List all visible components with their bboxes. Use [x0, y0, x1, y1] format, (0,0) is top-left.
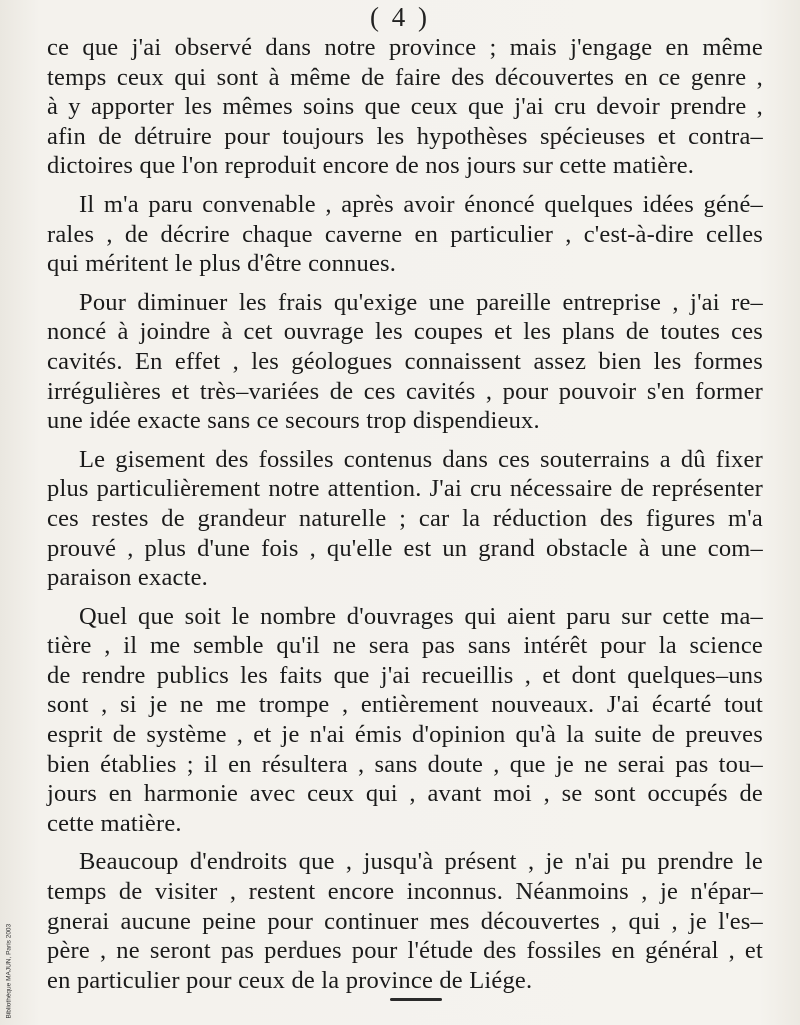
text-line: Pour diminuer les frais qu'exige une pareille entreprise , j'ai re– [79, 288, 763, 316]
library-stamp [2, 910, 12, 1020]
text-line: afin de détruire pour toujours les hypothèses spécieuses et contra– [47, 122, 763, 150]
text-line: à y apporter les mêmes soins que ceux que j'ai cru devoir prendre , [47, 93, 763, 121]
text-line: une idée exacte sans ce secours trop dispendieux. [47, 407, 540, 435]
text-line: temps de visiter , restent encore inconnus. Néanmoins , je n'épar– [47, 878, 763, 906]
paragraph [47, 288, 763, 436]
paragraph [47, 602, 763, 839]
text-line: bien établies ; il en résultera , sans doute , que je ne serai pas tou– [47, 750, 763, 778]
text-line: dictoires que l'on reproduit encore de nos jours sur cette matière. [47, 152, 695, 180]
text-line: Beaucoup d'endroits que , jusqu'à présent , je n'ai pu prendre le [79, 848, 763, 876]
text-line: noncé à joindre à cet ouvrage les coupes et les plans de toutes ces [47, 318, 763, 346]
text-line: Le gisement des fossiles contenus dans ces souterrains a dû fixer [79, 445, 763, 473]
page-number: ( 4 ) [370, 2, 430, 32]
library-stamp-text: Bibliothèque MAJUN, Paris 2003 [5, 923, 13, 1019]
text-line: père , ne seront pas perdues pour l'étude des fossiles en général , et [47, 937, 763, 965]
text-line: Quel que soit le nombre d'ouvrages qui aient paru sur cette ma– [79, 602, 763, 630]
text-line: de rendre publics les faits que j'ai recueillis , et dont quelques–uns [47, 661, 763, 689]
paragraph [47, 190, 763, 279]
paragraph [47, 847, 763, 995]
text-line: qui méritent le plus d'être connues. [47, 250, 397, 278]
text-line: esprit de système , et je n'ai émis d'opinion qu'à la suite de preuves [47, 721, 763, 749]
text-line: irrégulières et très–variées de ces cavités , pour pouvoir s'en former [47, 377, 763, 405]
text-line: plus particulièrement notre attention. J'ai cru nécessaire de représenter [47, 475, 763, 503]
text-line: ces restes de grandeur naturelle ; car la réduction des figures m'a [47, 504, 763, 532]
text-line: Il m'a paru convenable , après avoir énoncé quelques idées géné– [79, 190, 763, 218]
end-rule [390, 998, 442, 1001]
text-line: jours en harmonie avec ceux qui , avant moi , se sont occupés de [47, 780, 763, 808]
text-line: ce que j'ai observé dans notre province ; mais j'engage en même [47, 34, 763, 61]
body-text [47, 33, 763, 1004]
text-line: en particulier pour ceux de la province de Liége. [47, 966, 533, 994]
paragraph [47, 445, 763, 593]
text-line: paraison exacte. [47, 564, 209, 592]
text-line: temps ceux qui sont à même de faire des découvertes en ce genre , [47, 63, 763, 91]
paragraph [47, 33, 763, 181]
text-line: rales , de décrire chaque caverne en particulier , c'est-à-dire celles [47, 220, 763, 248]
text-line: prouvé , plus d'une fois , qu'elle est un grand obstacle à une com– [47, 534, 763, 562]
text-line: cavités. En effet , les géologues connaissent assez bien les formes [47, 347, 763, 375]
text-line: gnerai aucune peine pour continuer mes découvertes , qui , je l'es– [47, 907, 763, 935]
text-line: cette matière. [47, 809, 182, 837]
text-line: tière , il me semble qu'il ne sera pas sans intérêt pour la science [47, 632, 763, 660]
text-line: sont , si je ne me trompe , entièrement nouveaux. J'ai écarté tout [47, 691, 763, 719]
